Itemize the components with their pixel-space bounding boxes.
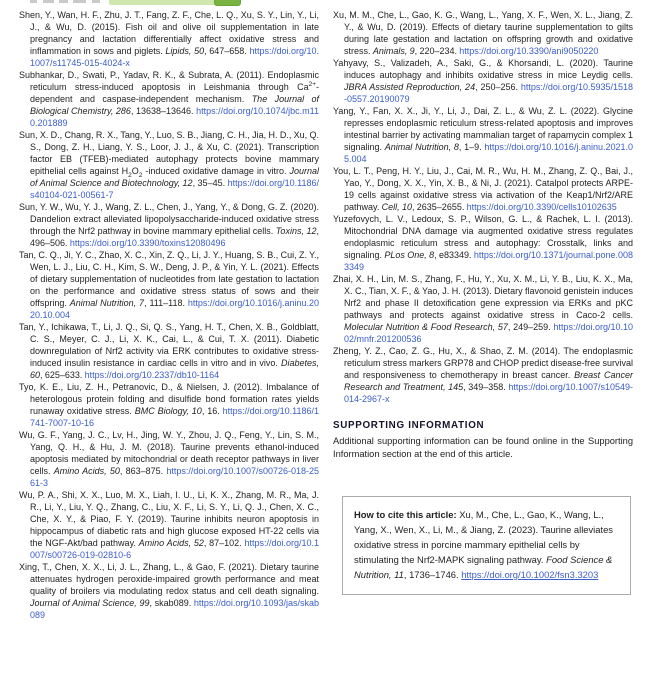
reference-entry: Zheng, Y. Z., Cao, Z. G., Hu, X., & Shao, Z. M. (2014). The endoplasmic reticulum stress markers GRP78 and CHOP predict disease-free survival and responsiveness to chemotherapy in breast cancer. Breast Cancer Research and Treatment, 145, 349–358. https://doi.org/10.1007/s10549-014-2967-x (333, 346, 634, 404)
references-column-right (333, 9, 633, 595)
how-to-cite-box: How to cite this article: Xu, M., Che, L., Gao, K., Wang, L., Yang, X., Wen, X., Li, M., & Jiang, Z. (2023). Taurine alleviates oxidative stress in porcine mammary epithelial cells by stimulating the Nrf2-MAPK signaling pathway. Food Science & Nutrition, 11, 1736–1746. https://doi.org/10.1002/fsn3.3203 (342, 496, 631, 595)
doi-link[interactable]: https://doi.org/10.1007/s10549-014-2967-x (344, 382, 633, 404)
doi-link[interactable]: https://doi.org/10.3390/cells10102635 (466, 202, 617, 212)
doi-link[interactable]: https://doi.org/10.3390/ani9050220 (459, 46, 599, 56)
doi-link[interactable]: https://doi.org/10.1007/s00726-018-2561-3 (30, 466, 320, 488)
reference-entry: Tyo, K. E., Liu, Z. H., Petranovic, D., & Nielsen, J. (2012). Imbalance of heterologous protein folding and disulfide bond formation rates yields runaway oxidative stress. BMC Biology, 10, 16. https://doi.org/10.1186/1741-7007-10-16 (19, 382, 319, 428)
supporting-information-heading: SUPPORTING INFORMATION (333, 420, 485, 431)
doi-link[interactable]: https://doi.org/10.1371/journal.pone.0083349 (344, 250, 634, 272)
doi-link[interactable]: https://doi.org/10.1186/1741-7007-10-16 (30, 406, 319, 428)
reference-entry: Yang, Y., Fan, X. X., Ji, Y., Li, J., Dai, Z. L., & Wu, Z. L. (2022). Glycine represses endoplasmic reticulum stress-related apoptosis and improves intestinal barrier by activating mammalian target of rapamycin complex 1 signaling. Animal Nutrition, 8, 1–9. https://doi.org/10.1016/j.aninu.2021.05.004 (333, 106, 633, 164)
reference-entry: Wu, G. F., Yang, J. C., Lv, H., Jing, W. Y., Zhou, J. Q., Feng, Y., Lin, S. M., Yang, Q. H., & Hu, J. M. (2018). Taurine prevents ethanol-induced apoptosis mediated by mitochondrial or death receptor pathways in liver cells. Amino Acids, 50, 863–875. https://doi.org/10.1007/s00726-018-2561-3 (19, 430, 320, 488)
doi-link[interactable]: https://doi.org/10.1016/j.aninu.2020.10.004 (30, 298, 319, 320)
reference-entry: Shen, Y., Wan, H. F., Zhu, J. T., Fang, Z. F., Che, L. Q., Xu, S. Y., Lin, Y., Li, J., & Wu, D. (2015). Fish oil and olive oil supplementation in late pregnancy and lactation differentially affect oxidative stress and inflammation in sows and piglets. Lipids, 50, 647–658. https://doi.org/10.1007/s11745-015-4024-x (19, 10, 320, 68)
reference-entry: Zhai, X. H., Lin, M. S., Zhang, F., Hu, Y., Xu, X. M., Li, Y. B., Liu, K. X., Ma, X. C., Tian, X. F., & Yao, J. H. (2013). Dietary flavonoid genistein induces Nrf2 and phase II detoxification gene expression via ERKs and pKC pathways and protects against oxidative stress in Caco-2 cells. Molecular Nutrition & Food Research, 57, 249–259. https://doi.org/10.1002/mnfr.201200536 (333, 274, 633, 344)
references-list-right (333, 9, 633, 405)
doi-link[interactable]: https://doi.org/10.1016/j.aninu.2021.05.004 (344, 142, 633, 164)
reference-entry: You, L. T., Peng, H. Y., Liu, J., Cai, M. R., Wu, H. M., Zhang, Z. Q., Bai, J., Yao, Y., Dong, X. X., Yin, X. B., & Ni, J. (2021). Catalpol protects ARPE-19 cells against oxidative stress via activation of the Keap1/Nrf2/ARE pathway. Cell, 10, 2635–2655. https://doi.org/10.3390/cells10102635 (333, 166, 633, 212)
doi-link[interactable]: https://doi.org/10.1002/mnfr.201200536 (344, 322, 633, 344)
doi-link[interactable]: https://doi.org/10.1007/s00726-019-02810-6 (30, 538, 319, 560)
reference-entry: Sun, Y. W., Wu, Y. J., Wang, Z. L., Chen, J., Yang, Y., & Dong, G. Z. (2020). Dandelion extract alleviated lipopolysaccharide-induced oxidative stress through the Nrf2 pathway in bovine mammary epithelial cells. Toxins, 12, 496–506. https://doi.org/10.3390/toxins12080496 (19, 202, 319, 248)
wiley-logo-fragment (73, 0, 86, 3)
doi-link[interactable]: https://doi.org/10.3390/toxins12080496 (69, 238, 226, 248)
supporting-information-text: Additional supporting information can be found online in the Supporting Information section at the end of this article. (333, 436, 633, 459)
doi-link[interactable]: https://doi.org/10.1007/s11745-015-4024-x (30, 46, 320, 68)
wiley-logo-fragment (92, 0, 100, 3)
reference-entry: Tan, Y., Ichikawa, T., Li, J. Q., Si, Q. S., Yang, H. T., Chen, X. B., Goldblatt, C. S., Meyer, C. J., Li, X. K., Cai, L., & Cui, T. X. (2011). Diabetic downregulation of Nrf2 activity via ERK contributes to oxidative stress-induced insulin resistance in cardiac cells in vitro and in vivo. Diabetes, 60, 625–633. https://doi.org/10.2337/db10-1164 (19, 322, 319, 380)
doi-link[interactable]: https://doi.org/10.1093/jas/skab089 (30, 598, 319, 620)
wiley-logo-fragment (43, 0, 54, 3)
open-access-badge-fragment (214, 0, 241, 6)
references-column-left (19, 9, 319, 621)
reference-entry: Xing, T., Chen, X. X., Li, J. L., Zhang, L., & Gao, F. (2021). Dietary taurine attenuates hydrogen peroxide-impaired growth performance and meat quality of broilers via modulating redox status and cell death signaling. Journal of Animal Science, 99, skab089. https://doi.org/10.1093/jas/skab089 (19, 562, 319, 620)
reference-entry: Tan, C. Q., Ji, Y. C., Zhao, X. C., Xin, Z. Q., Li, J. Y., Huang, S. B., Cui, Z. Y., Wen, L. J., Liu, C. H., Kim, S. W., Deng, J. P., & Yin, Y. L. (2021). Effects of dietary supplementation of nucleotides from late gestation to lactation on the performance and oxidative stress status of sows and their offspring. Animal Nutrition, 7, 111–118. https://doi.org/10.1016/j.aninu.2020.10.004 (19, 250, 319, 320)
doi-link[interactable]: https://doi.org/10.1186/s40104-021-00561-7 (30, 178, 319, 200)
reference-entry: Xu, M. M., Che, L., Gao, K. G., Wang, L., Yang, X. F., Wen, X. L., Jiang, Z. Y., & Wu, D. (2019). Effects of dietary taurine supplementation to gilts during late gestation and lactation on offspring growth and oxidative stress. Animals, 9, 220–234. https://doi.org/10.3390/ani9050220 (333, 10, 633, 56)
doi-link[interactable]: https://doi.org/10.2337/db10-1164 (84, 370, 220, 380)
doi-link[interactable]: https://doi.org/10.5935/1518-0557.20190079 (344, 82, 633, 104)
page-header-cropped (0, 0, 659, 7)
reference-entry: Subhankar, D., Swati, P., Yadav, R. K., & Subrata, A. (2011). Endoplasmic reticulum stress-induced apoptosis in Leishmania through $Ca^{2+}$-dependent and caspase-independent mechanism. The Journal of Biological Chemistry, 286, 13638–13646. https://doi.org/10.1074/jbc.m110.201889 (19, 70, 319, 128)
doi-link[interactable]: https://doi.org/10.1074/jbc.m110.201889 (30, 106, 319, 128)
doi-link[interactable]: https://doi.org/10.1002/fsn3.3203 (461, 569, 599, 580)
reference-entry: Wu, P. A., Shi, X. X., Luo, M. X., Liah, I. U., Li, K. X., Zhang, M. R., Ma, J. R., Li, Y., Liu, Y. Q., Zhang, C., Liu, X. F., Li, S. Y., Li, Q. J., Chen, X. C., Che, X. Y., & Piao, F. Y. (2019). Taurine inhibits neuron apoptosis in hippocampus of diabetic rats and high glucose exposed HT-22 cells via the NGF-Akt/bad pathway. Amino Acids, 52, 87–102. https://doi.org/10.1007/s00726-019-02810-6 (19, 490, 319, 560)
reference-entry: Sun, X. D., Chang, R. X., Tang, Y., Luo, S. B., Jiang, C. H., Jia, H. D., Xu, Q. S., Dong, Z. H., Liang, Y. S., Loor, J. J., & Xu, C. (2021). Transcription factor EB (TFEB)-mediated autophagy protects bovine mammary epithelial cells against $H_2O_2$ -induced oxidative damage in vitro. Journal of Animal Science and Biotechnology, 12, 35–45. https://doi.org/10.1186/s40104-021-00561-7 (19, 130, 319, 200)
wiley-logo-fragment (59, 0, 68, 3)
reference-entry: Yuzefovych, L. V., Ledoux, S. P., Wilson, G. L., & Rachek, L. I. (2013). Mitochondrial DNA damage via augmented oxidative stress regulates endoplasmic reticulum stress and autophagy: Crosstalk, links and signaling. PLos One, 8, e83349. https://doi.org/10.1371/journal.pone.0083349 (333, 214, 634, 272)
wiley-logo-fragment (30, 0, 37, 3)
reference-entry: Yahyavy, S., Valizadeh, A., Saki, G., & Khorsandi, L. (2020). Taurine induces autophagy and inhibits oxidative stress in mice Leydig cells. JBRA Assisted Reproduction, 24, 250–256. https://doi.org/10.5935/1518-0557.20190079 (333, 58, 633, 104)
